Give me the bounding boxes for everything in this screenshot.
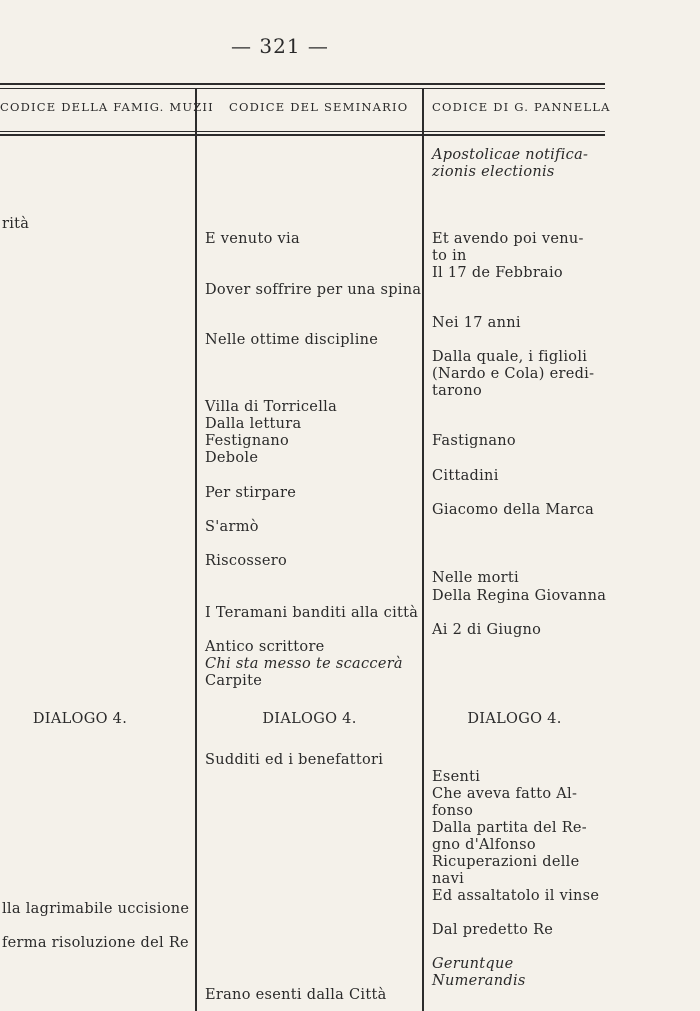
col2-line: S'armò bbox=[205, 519, 259, 535]
col3-line: Cittadini bbox=[432, 468, 499, 484]
header-famiglia-muzii: CODICE DELLA FAMIG. MUZII bbox=[0, 100, 214, 114]
col3-line: Ed assaltatolo il vinse bbox=[432, 888, 600, 904]
col3-line: Dalla partita del Re- bbox=[432, 820, 588, 836]
header-pannella: CODICE DI G. PANNELLA bbox=[432, 100, 611, 114]
col1-line: rità bbox=[2, 216, 30, 232]
col3-line: fonso bbox=[432, 803, 474, 819]
col3-line-italic: zionis electionis bbox=[432, 164, 555, 180]
col2-line: Dover soffrire per una spina bbox=[205, 282, 422, 298]
header-top-rule bbox=[0, 83, 605, 85]
col2-line: Carpite bbox=[205, 673, 263, 689]
col3-line: Giacomo della Marca bbox=[432, 502, 595, 518]
col1-dialogo-text: DIALOGO 4. bbox=[32, 711, 128, 727]
header-seminario: CODICE DEL SEMINARIO bbox=[229, 100, 409, 114]
col3-line-italic: Geruntque bbox=[432, 956, 514, 972]
col3-line: to in bbox=[432, 248, 467, 264]
col2-dialogo-heading bbox=[197, 711, 422, 728]
col3-dialogo-heading bbox=[424, 711, 605, 728]
col2-dialogo-text: DIALOGO 4. bbox=[262, 711, 357, 727]
col2-line: Antico scrittore bbox=[205, 639, 325, 655]
col3-line: Dal predetto Re bbox=[432, 922, 554, 938]
col3-line: Fastignano bbox=[432, 433, 516, 449]
col2-line: Riscossero bbox=[205, 553, 287, 569]
col3-line: gno d'Alfonso bbox=[432, 837, 536, 853]
col2-line: Festignano bbox=[205, 433, 290, 449]
col2-line: Erano esenti dalla Città bbox=[205, 987, 387, 1003]
col2-line: I Teramani banditi alla città bbox=[205, 605, 419, 621]
col3-line: Nelle morti bbox=[432, 570, 519, 586]
header-bottom-thin-rule bbox=[0, 131, 605, 132]
col3-line-italic: Numerandis bbox=[432, 973, 526, 989]
column-divider-1 bbox=[195, 88, 197, 1011]
col1-dialogo-heading bbox=[0, 711, 160, 728]
col3-line: Ricuperazioni delle bbox=[432, 854, 580, 870]
col3-line: tarono bbox=[432, 383, 483, 399]
col3-line: Esenti bbox=[432, 769, 481, 785]
col3-line: Ai 2 di Giugno bbox=[432, 622, 542, 638]
col3-line: navi bbox=[432, 871, 465, 887]
col1-line: ferma risoluzione del Re bbox=[2, 935, 189, 951]
column-divider-2 bbox=[422, 88, 424, 1011]
col1-line: lla lagrimabile uccisione bbox=[2, 901, 190, 917]
col2-line-italic: Chi sta messo te scaccerà bbox=[205, 656, 403, 672]
col3-line: Che aveva fatto Al- bbox=[432, 786, 578, 802]
col2-line: E venuto via bbox=[205, 231, 300, 247]
col2-line: Villa di Torricella bbox=[205, 399, 338, 415]
col2-line: Nelle ottime discipline bbox=[205, 332, 379, 348]
col3-line: Nei 17 anni bbox=[432, 315, 521, 331]
col2-line: Per stirpare bbox=[205, 485, 297, 501]
col3-line: (Nardo e Cola) eredi- bbox=[432, 366, 595, 382]
col2-line: Sudditi ed i benefattori bbox=[205, 752, 384, 768]
col3-line: Della Regina Giovanna bbox=[432, 588, 607, 604]
header-top-thin-rule bbox=[0, 88, 605, 89]
col2-line: Dalla lettura bbox=[205, 416, 302, 432]
col3-line: Il 17 de Febbraio bbox=[432, 265, 563, 281]
header-bottom-rule bbox=[0, 134, 605, 136]
col3-line: Dalla quale, i figlioli bbox=[432, 349, 588, 365]
col2-line: Debole bbox=[205, 450, 259, 466]
col3-line-italic: Apostolicae notifica- bbox=[432, 147, 589, 163]
col3-line: Et avendo poi venu- bbox=[432, 231, 584, 247]
page-number: — 321 — bbox=[231, 34, 329, 58]
col3-dialogo-text: DIALOGO 4. bbox=[467, 711, 562, 727]
